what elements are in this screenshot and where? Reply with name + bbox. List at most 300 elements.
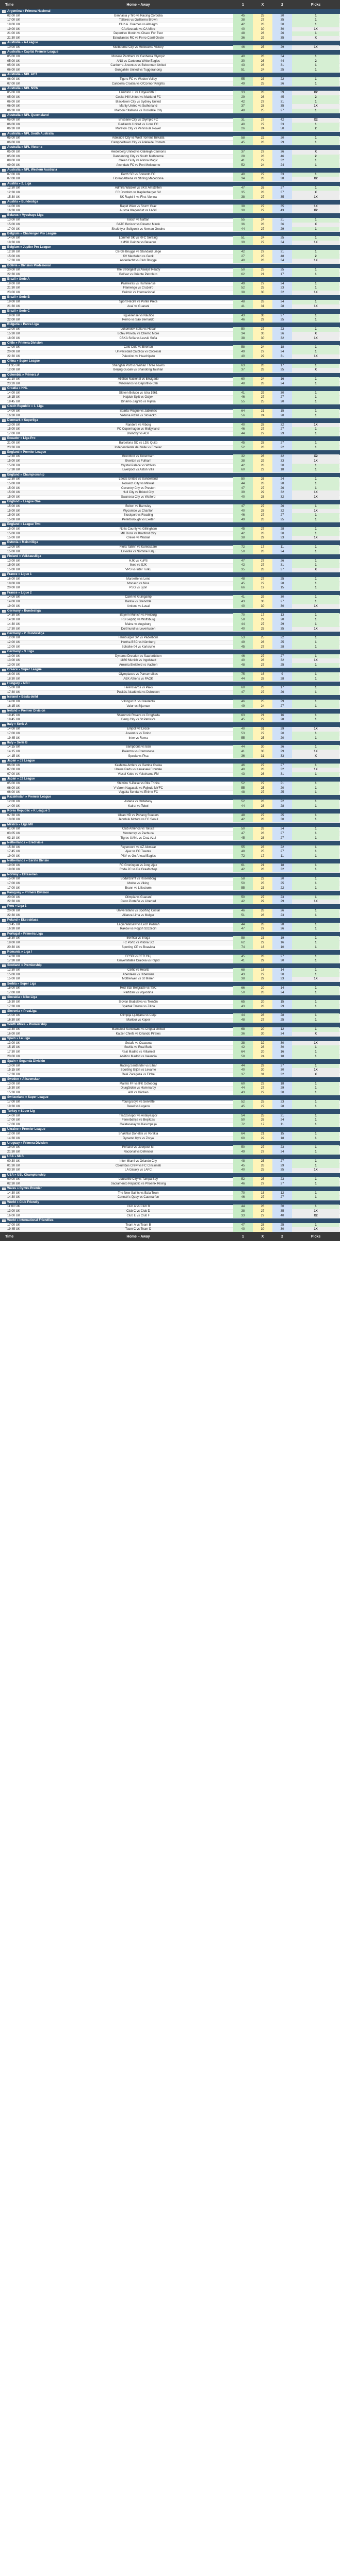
prob-home: 48 xyxy=(233,300,253,304)
match-row[interactable] xyxy=(0,1214,340,1218)
match-row[interactable] xyxy=(0,177,340,182)
match-time: 15:00 UK xyxy=(7,482,21,485)
match-row[interactable] xyxy=(0,1182,340,1187)
prob-draw: 27 xyxy=(253,927,272,931)
match-row[interactable] xyxy=(0,1150,340,1155)
match-teams: Redlands United vs Lions FC xyxy=(118,123,158,126)
match-teams: Real Madrid vs Villarreal xyxy=(121,1050,155,1054)
match-time: 17:00 UK xyxy=(7,1223,21,1227)
match-row[interactable] xyxy=(0,586,340,591)
league-name: Iceland » Besta deild xyxy=(7,696,38,699)
match-time: 15:30 UK xyxy=(7,845,21,849)
match-row[interactable] xyxy=(0,754,340,759)
match-row[interactable] xyxy=(0,209,340,214)
match-row[interactable] xyxy=(0,518,340,523)
prob-away: 39 xyxy=(272,91,292,95)
prob-away: 25 xyxy=(272,640,292,645)
match-row[interactable] xyxy=(0,977,340,982)
match-row[interactable] xyxy=(0,446,340,450)
match-teams: Canberra Croatia vs O'Connor Knights xyxy=(111,82,165,86)
match-row[interactable] xyxy=(0,736,340,741)
pick-value: 1 xyxy=(292,600,339,604)
prob-home: 48 xyxy=(233,850,253,854)
prob-home: 49 xyxy=(233,704,253,709)
prob-home: 43 xyxy=(233,772,253,777)
header-picks: Picks xyxy=(311,3,321,7)
prob-away: 29 xyxy=(272,750,292,754)
match-row[interactable] xyxy=(0,468,340,473)
match-time: 17:00 UK xyxy=(7,432,21,435)
match-teams: Motherwell vs St Mirren xyxy=(122,977,155,981)
pick-value: 1 xyxy=(292,1013,339,1018)
prob-draw: 29 xyxy=(253,354,272,359)
prob-home: 48 xyxy=(233,109,253,113)
match-teams: Sporting Gijón vs Levante xyxy=(120,1069,156,1072)
prob-draw: 27 xyxy=(253,327,272,332)
match-teams: Flamengo vs Cruzeiro xyxy=(123,286,154,290)
match-time: 15:15 UK xyxy=(7,1046,21,1049)
flag-icon xyxy=(2,419,6,422)
league-name: Finland » Veikkausliiga xyxy=(7,555,41,558)
flag-icon xyxy=(2,474,6,477)
prob-draw: 28 xyxy=(253,464,272,468)
match-row[interactable] xyxy=(0,991,340,996)
prob-away: 31 xyxy=(272,563,292,568)
footer-match: Home – Away xyxy=(126,1234,150,1239)
prob-home: 44 xyxy=(233,677,253,682)
footer-2: 2 xyxy=(281,1234,283,1239)
prob-away: 27 xyxy=(272,186,292,191)
match-time: 15:00 UK xyxy=(7,550,21,553)
prob-draw: 27 xyxy=(253,577,272,582)
match-time: 21:30 UK xyxy=(7,37,21,40)
match-row[interactable] xyxy=(0,37,340,41)
match-row[interactable] xyxy=(0,691,340,696)
pick-value: 1 xyxy=(292,790,339,795)
pick-value: 1 xyxy=(292,732,339,736)
match-teams: CSKA Sofia vs Levski Sofia xyxy=(119,336,157,340)
league-name: Croatia » HNL xyxy=(7,387,28,391)
pick-value: 1 xyxy=(292,123,339,127)
prob-draw: 22 xyxy=(253,1082,272,1087)
match-row[interactable] xyxy=(0,773,340,777)
match-row[interactable] xyxy=(0,400,340,405)
prob-away: 29 xyxy=(272,227,292,232)
pick-value: 1 xyxy=(292,800,339,804)
match-row[interactable] xyxy=(0,336,340,341)
match-row[interactable] xyxy=(0,886,340,891)
prob-home: 42 xyxy=(233,900,253,904)
match-row[interactable] xyxy=(0,718,340,723)
match-time: 15:00 UK xyxy=(7,504,21,508)
match-time: 14:00 UK xyxy=(7,205,21,208)
prob-away: 23 xyxy=(272,1100,292,1105)
match-time: 21:10 UK xyxy=(7,378,21,381)
match-row[interactable] xyxy=(0,127,340,132)
prob-draw: 20 xyxy=(253,986,272,991)
pick-value: 1 xyxy=(292,100,339,105)
prob-home: 37 xyxy=(233,1073,253,1077)
match-time: 19:00 UK xyxy=(7,854,21,858)
prob-draw: 24 xyxy=(253,127,272,131)
prob-draw: 30 xyxy=(253,600,272,604)
league-name: Greece » Super League xyxy=(7,668,42,672)
prob-home: 52 xyxy=(233,800,253,804)
prob-draw: 22 xyxy=(253,1137,272,1141)
prob-away: 20 xyxy=(272,414,292,418)
match-row[interactable] xyxy=(0,1032,340,1037)
pick-value: 1 xyxy=(292,595,339,600)
prob-away: 25 xyxy=(272,68,292,73)
match-row[interactable] xyxy=(0,945,340,950)
match-row[interactable] xyxy=(0,414,340,418)
prob-away: 29 xyxy=(272,900,292,904)
league-name: Australia » Capital Premier League xyxy=(7,50,59,54)
flag-icon xyxy=(2,1060,6,1063)
prob-home: 43 xyxy=(233,1005,253,1009)
prob-away: 26 xyxy=(272,504,292,509)
match-row[interactable] xyxy=(0,195,340,200)
pick-value: 1X xyxy=(292,27,339,32)
prob-draw: 27 xyxy=(253,732,272,736)
match-row[interactable] xyxy=(0,1137,340,1141)
match-time: 22:30 UK xyxy=(7,900,21,904)
pick-value: 1 xyxy=(292,141,339,145)
match-time: 15:00 UK xyxy=(7,564,21,567)
match-row[interactable] xyxy=(0,1091,340,1096)
match-row[interactable] xyxy=(0,46,340,50)
flag-icon xyxy=(2,1128,6,1131)
match-row[interactable] xyxy=(0,82,340,87)
prob-away: 37 xyxy=(272,568,292,572)
match-row[interactable] xyxy=(0,109,340,114)
pick-value: 1 xyxy=(292,704,339,709)
match-teams: Brentford vs Tottenham xyxy=(122,455,154,459)
match-row[interactable] xyxy=(0,1228,340,1232)
prob-away: 22 xyxy=(272,800,292,804)
prob-draw: 24 xyxy=(253,236,272,241)
prob-draw: 28 xyxy=(253,509,272,514)
match-row[interactable] xyxy=(0,536,340,541)
match-row[interactable] xyxy=(0,368,340,373)
match-teams: Young Boys vs Servette xyxy=(122,1100,155,1104)
flag-icon xyxy=(2,451,6,454)
match-time: 14:30 UK xyxy=(7,1196,21,1199)
prob-home: 44 xyxy=(233,622,253,627)
match-row[interactable] xyxy=(0,1019,340,1023)
match-time: 15:00 UK xyxy=(7,527,21,531)
prob-draw: 28 xyxy=(253,368,272,372)
league-name: Belgium » Challenger Pro League xyxy=(7,232,57,235)
match-teams: Tigres UANL vs Cruz Azul xyxy=(120,836,156,840)
prob-home: 50 xyxy=(233,895,253,900)
prob-away: 22 xyxy=(272,636,292,640)
prob-draw: 27 xyxy=(253,1195,272,1200)
match-time: 20:30 UK xyxy=(7,945,21,949)
prob-home: 55 xyxy=(233,736,253,741)
match-time: 13:45 UK xyxy=(7,923,21,926)
match-teams: Bayern Munich vs Freiburg xyxy=(120,614,157,617)
match-time: 05:00 UK xyxy=(7,55,21,58)
match-row[interactable] xyxy=(0,836,340,841)
match-row[interactable] xyxy=(0,1055,340,1059)
league-matches xyxy=(0,478,340,500)
pick-value: 1 xyxy=(292,545,339,550)
match-row[interactable] xyxy=(0,141,340,145)
prob-home: 63 xyxy=(233,714,253,718)
prob-draw: 27 xyxy=(253,1091,272,1095)
prob-draw: 26 xyxy=(253,800,272,804)
match-time: 19:00 UK xyxy=(7,604,21,608)
match-row[interactable] xyxy=(0,913,340,918)
flag-icon xyxy=(2,342,6,345)
prob-away: 28 xyxy=(272,718,292,722)
prob-home: 60 xyxy=(233,686,253,690)
match-teams: Nacional vs Defensor xyxy=(123,1150,153,1154)
prob-home: 38 xyxy=(233,459,253,464)
match-teams: Heidelberg United vs Oakleigh Cannons xyxy=(110,150,166,154)
league-matches xyxy=(0,877,340,891)
match-teams: Atlético Nacional vs Envigado xyxy=(118,378,159,381)
match-row[interactable] xyxy=(0,241,340,246)
match-row[interactable] xyxy=(0,568,340,573)
match-row[interactable] xyxy=(0,677,340,682)
league-name: Romania » Liga I xyxy=(7,950,32,954)
prob-draw: 18 xyxy=(253,1191,272,1196)
match-row[interactable] xyxy=(0,1073,340,1077)
league-name: Norway » Eliteserien xyxy=(7,873,38,876)
match-row[interactable] xyxy=(0,804,340,809)
prob-draw: 25 xyxy=(253,1114,272,1118)
league-name: Turkey » Süper Lig xyxy=(7,1109,35,1113)
match-row[interactable] xyxy=(0,68,340,73)
match-teams: Talleres vs Guillermo Brown xyxy=(119,19,158,22)
match-row[interactable] xyxy=(0,163,340,168)
prob-draw: 27 xyxy=(253,690,272,695)
match-time: 05:00 UK xyxy=(7,59,21,63)
match-row[interactable] xyxy=(0,318,340,323)
match-teams: Crystal Palace vs Wolves xyxy=(121,464,156,467)
prob-draw: 27 xyxy=(253,159,272,163)
match-time: 06:30 UK xyxy=(7,109,21,113)
pick-value: 1 xyxy=(292,782,339,786)
match-row[interactable] xyxy=(0,1005,340,1009)
match-teams: Roda JC vs De Graafschap xyxy=(119,868,157,872)
prob-draw: 26 xyxy=(253,991,272,995)
match-time: 19:45 UK xyxy=(7,736,21,740)
match-time: 13:00 UK xyxy=(7,664,21,667)
match-row[interactable] xyxy=(0,818,340,823)
prob-home: 64 xyxy=(233,1050,253,1055)
prob-draw: 30 xyxy=(253,604,272,609)
prob-away: 26 xyxy=(272,909,292,913)
match-row[interactable] xyxy=(0,868,340,873)
match-time: 15:00 UK xyxy=(7,464,21,467)
prob-home: 70 xyxy=(233,613,253,618)
match-teams: Campbelltown City vs Adelaide Comets xyxy=(111,141,166,144)
league-matches xyxy=(0,300,340,309)
prob-draw: 27 xyxy=(253,895,272,900)
league-name: Chile » Primera Division xyxy=(7,341,43,345)
prob-home: 43 xyxy=(233,314,253,318)
match-time: 12:00 UK xyxy=(7,368,21,372)
prob-draw: 30 xyxy=(253,336,272,341)
prob-home: 50 xyxy=(233,1118,253,1123)
match-row[interactable] xyxy=(0,382,340,386)
league-matches xyxy=(0,1191,340,1200)
prob-draw: 27 xyxy=(253,663,272,668)
prob-away: 18 xyxy=(272,468,292,472)
match-row[interactable] xyxy=(0,1123,340,1127)
prob-draw: 28 xyxy=(253,1045,272,1050)
prob-away: 30 xyxy=(272,464,292,468)
match-teams: Palmeiras vs Fluminense xyxy=(121,282,156,285)
match-time: 22:30 UK xyxy=(7,354,21,358)
flag-icon xyxy=(2,51,6,54)
flag-icon xyxy=(2,610,6,613)
match-time: 16:15 UK xyxy=(7,396,21,399)
match-row[interactable] xyxy=(0,704,340,709)
prob-home: 43 xyxy=(233,63,253,68)
flag-icon xyxy=(2,633,6,635)
match-row[interactable] xyxy=(0,627,340,632)
pick-value: 1 xyxy=(292,1018,339,1023)
match-teams: FCSB vs CFR Cluj xyxy=(125,955,151,958)
league-matches xyxy=(0,1082,340,1095)
match-row[interactable] xyxy=(0,645,340,650)
prob-draw: 20 xyxy=(253,364,272,368)
prob-away: 20 xyxy=(272,736,292,741)
pick-value: 1 xyxy=(292,854,339,859)
pick-value: X2 xyxy=(292,454,339,459)
match-row[interactable] xyxy=(0,550,340,554)
match-time: 21:00 UK xyxy=(7,32,21,36)
pick-value: 1 xyxy=(292,68,339,73)
pick-value: 1 xyxy=(292,532,339,536)
match-row[interactable] xyxy=(0,854,340,859)
prob-away: 42 xyxy=(272,118,292,123)
pick-value: 1 xyxy=(292,640,339,645)
prob-home: 44 xyxy=(233,1064,253,1069)
match-row[interactable] xyxy=(0,354,340,359)
prob-home: 29 xyxy=(233,95,253,100)
prob-home: 50 xyxy=(233,827,253,832)
match-row[interactable] xyxy=(0,664,340,668)
prob-away: 29 xyxy=(272,1164,292,1168)
match-time: 20:00 UK xyxy=(7,895,21,899)
match-teams: Wycombe vs Charlton xyxy=(123,509,154,513)
prob-away: 16 xyxy=(272,377,292,382)
prob-home: 44 xyxy=(233,745,253,750)
prob-draw: 26 xyxy=(253,518,272,522)
match-row[interactable] xyxy=(0,259,340,264)
match-row[interactable] xyxy=(0,1168,340,1173)
match-row[interactable] xyxy=(0,1105,340,1109)
prob-away: 12 xyxy=(272,1027,292,1032)
match-row[interactable] xyxy=(0,1196,340,1200)
prob-away: 23 xyxy=(272,286,292,291)
pick-value: 1 xyxy=(292,482,339,486)
prob-away: 27 xyxy=(272,836,292,841)
pick-value: 1 xyxy=(292,959,339,963)
prob-away: 24 xyxy=(272,477,292,482)
prob-away: 25 xyxy=(272,1223,292,1228)
prob-away: 30 xyxy=(272,973,292,977)
match-row[interactable] xyxy=(0,304,340,309)
league-name: England » League Two xyxy=(7,523,41,527)
prob-away: 26 xyxy=(272,927,292,931)
prob-away: 27 xyxy=(272,441,292,446)
match-row[interactable] xyxy=(0,291,340,296)
prob-draw: 23 xyxy=(253,686,272,690)
flag-icon xyxy=(2,42,6,44)
match-time: 14:00 UK xyxy=(7,727,21,731)
prob-draw: 29 xyxy=(253,959,272,963)
match-row[interactable] xyxy=(0,273,340,277)
flag-icon xyxy=(2,1096,6,1099)
prob-draw: 27 xyxy=(253,790,272,795)
match-time: 02:00 UK xyxy=(7,14,21,18)
prob-draw: 27 xyxy=(253,150,272,155)
match-teams: Trabzonspor vs Antalyaspor xyxy=(119,1114,158,1117)
prob-away: 28 xyxy=(272,582,292,586)
pick-value: X2 xyxy=(292,209,339,213)
prob-draw: 30 xyxy=(253,1032,272,1037)
prob-home: 48 xyxy=(233,577,253,582)
league-matches xyxy=(0,46,340,50)
league-name: Czech Republic » 1. Liga xyxy=(7,405,44,409)
match-row[interactable] xyxy=(0,791,340,795)
match-row[interactable] xyxy=(0,432,340,436)
match-time: 05:00 UK xyxy=(7,782,21,785)
prob-draw: 21 xyxy=(253,863,272,868)
match-teams: Sport Recife vs Ponte Preta xyxy=(119,300,158,303)
league-matches xyxy=(0,700,340,709)
pick-value: 1 xyxy=(292,550,339,554)
match-teams: Peterborough vs Exeter xyxy=(122,518,155,521)
pick-value: 1 xyxy=(292,686,339,690)
prob-away: 36 xyxy=(272,223,292,227)
match-row[interactable] xyxy=(0,927,340,932)
match-row[interactable] xyxy=(0,604,340,609)
match-row[interactable] xyxy=(0,959,340,964)
pick-value: 1X xyxy=(292,195,339,200)
pick-value: X xyxy=(292,1032,339,1037)
flag-icon xyxy=(2,133,6,135)
league-name: Uruguay » Primera Division xyxy=(7,1141,48,1145)
prob-home: 33 xyxy=(233,91,253,95)
prob-draw: 28 xyxy=(253,532,272,536)
match-teams: Olimpia vs Guaraní xyxy=(125,895,152,899)
prob-draw: 23 xyxy=(253,845,272,850)
pick-value: X xyxy=(292,150,339,155)
pick-value: 1 xyxy=(292,1055,339,1059)
flag-icon xyxy=(2,169,6,172)
pick-value: 1 xyxy=(292,23,339,27)
league-name: Japan » J1 League xyxy=(7,759,35,762)
prob-draw: 21 xyxy=(253,1132,272,1137)
match-row[interactable] xyxy=(0,900,340,905)
match-teams: Benfica vs Braga xyxy=(126,937,150,940)
prob-home: 40 xyxy=(233,1068,253,1073)
flag-icon xyxy=(2,810,6,812)
match-teams: Notts County vs Gillingham xyxy=(119,527,157,531)
match-teams: Urawa Reds vs Kawasaki Frontale xyxy=(115,768,162,772)
match-row[interactable] xyxy=(0,496,340,500)
prob-home: 55 xyxy=(233,845,253,850)
match-row[interactable] xyxy=(0,227,340,232)
prob-home: 35 xyxy=(233,191,253,195)
